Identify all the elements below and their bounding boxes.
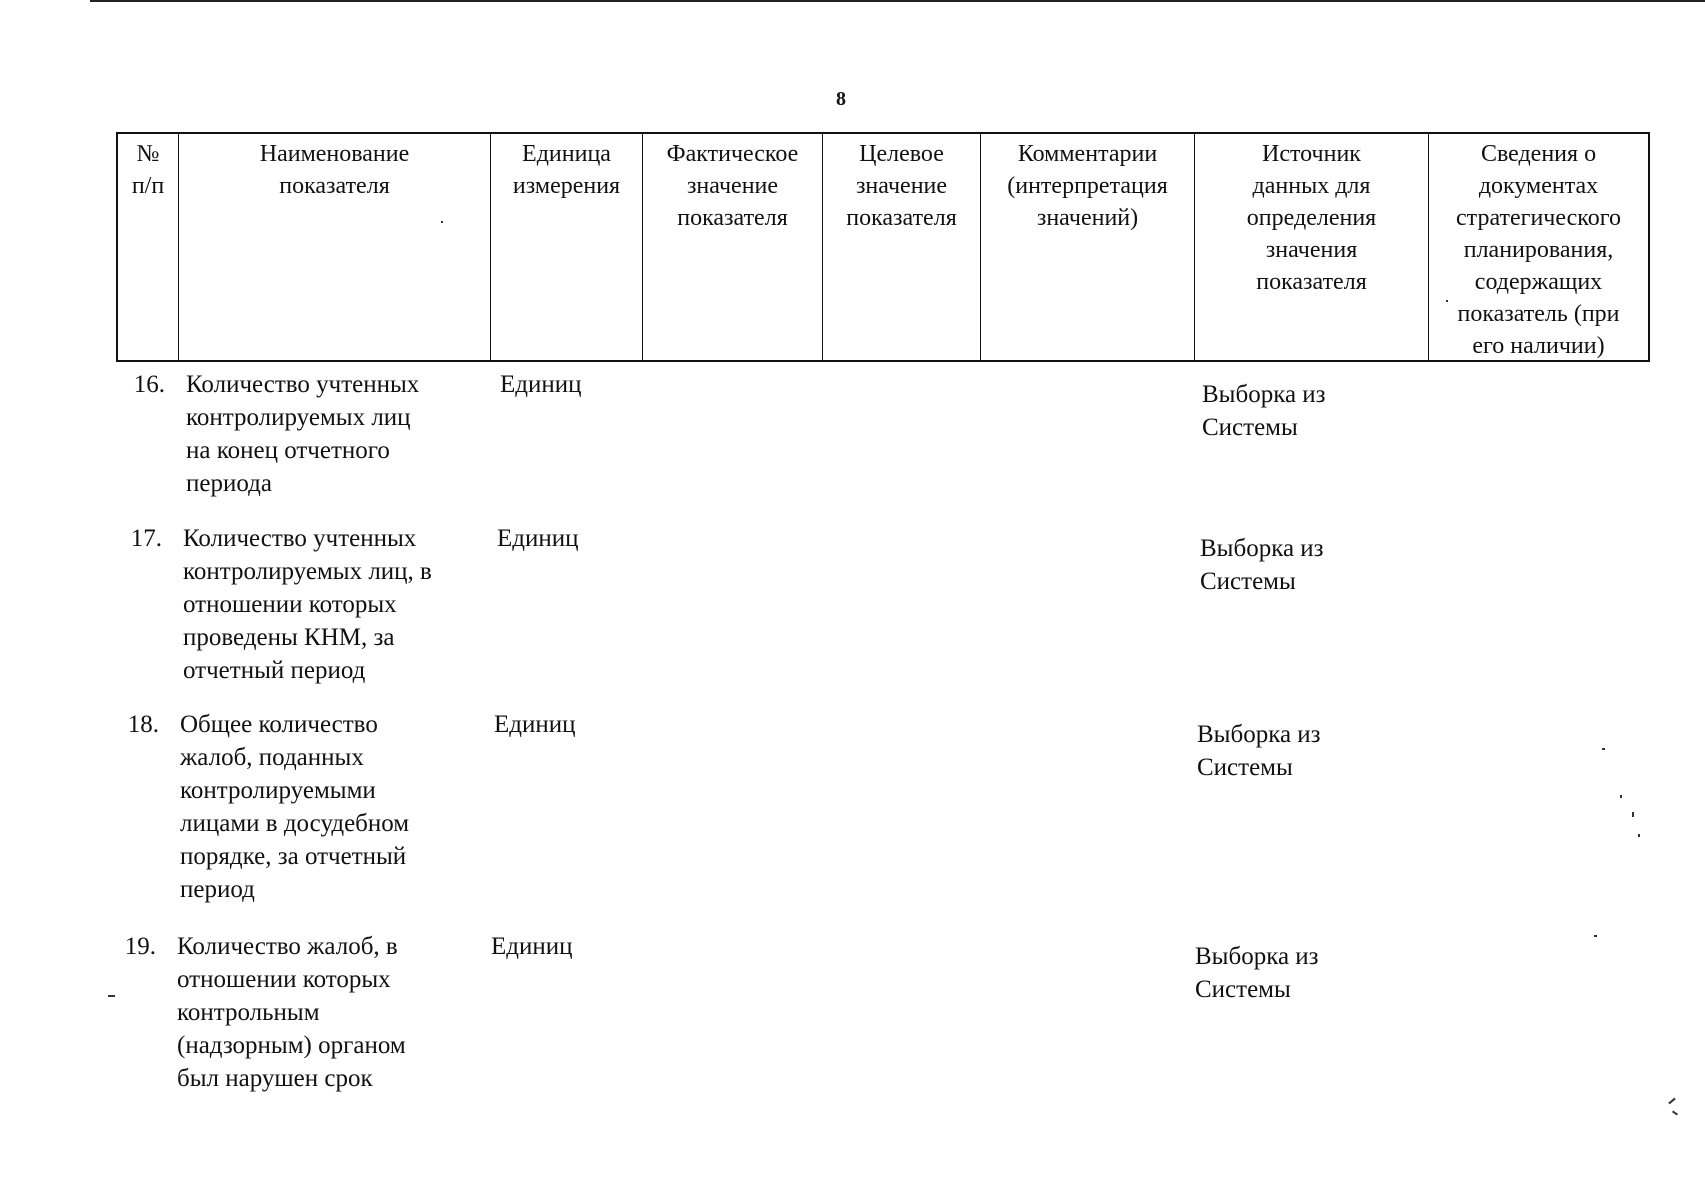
row-number: 16. [133, 371, 165, 398]
row-unit: Единиц [494, 711, 576, 738]
scan-speck [1672, 1110, 1678, 1115]
row-unit: Единиц [497, 525, 579, 552]
row-data-source: Выборка из Системы [1200, 535, 1324, 595]
row-indicator-name: Количество жалоб, в отношении которых контрольным (надзорным) органом был нарушен срок [177, 933, 406, 1092]
scan-speck [441, 221, 443, 223]
header-cell-number: № п/п [131, 141, 165, 199]
row-data-source: Выборка из Системы [1195, 943, 1319, 1003]
row-indicator-name: Количество учтенных контролируемых лиц на конец отчетного периода [186, 371, 420, 497]
scan-speck [1668, 1098, 1675, 1105]
table-header [116, 132, 1650, 362]
scan-speck [1620, 795, 1622, 798]
header-cell-unit: Единица измерения [490, 134, 642, 362]
row-number: 17. [130, 525, 162, 552]
row-unit: Единиц [491, 933, 573, 960]
row-data-source: Выборка из Системы [1202, 381, 1326, 441]
row-indicator-name: Общее количество жалоб, поданных контролируемыми лицами в досудебном порядке, за отчетный период [180, 711, 410, 903]
scan-speck [1446, 300, 1448, 302]
row-data-source: Выборка из Системы [1197, 721, 1321, 781]
header-cell-strategic-docs: Сведения о документах стратегического планирования, содержащих показатель (при его наличии) [1428, 134, 1648, 362]
header-cell-actual-value: Фактическое значение показателя [642, 134, 822, 362]
row-number: 19. [124, 933, 156, 960]
header-cell-data-source: Источник данных для определения значения показателя [1194, 134, 1428, 362]
row-indicator-name: Количество учтенных контролируемых лиц, в отношении которых проведены КНМ, за отчетный период [183, 525, 432, 684]
page-number: 8 [836, 88, 846, 110]
row-number: 18. [127, 711, 159, 738]
row-unit: Единиц [500, 371, 582, 398]
top-border-line [90, 0, 1705, 2]
header-cell-comments: Комментарии (интерпретация значений) [980, 134, 1194, 362]
header-cell-indicator-name: Наименование показателя [178, 134, 490, 362]
scan-speck [1602, 748, 1605, 750]
scan-speck [1638, 834, 1640, 837]
scan-speck [1594, 935, 1597, 937]
scan-speck [108, 995, 115, 997]
header-cell-target-value: Целевое значение показателя [822, 134, 980, 362]
scan-speck [1632, 812, 1634, 817]
